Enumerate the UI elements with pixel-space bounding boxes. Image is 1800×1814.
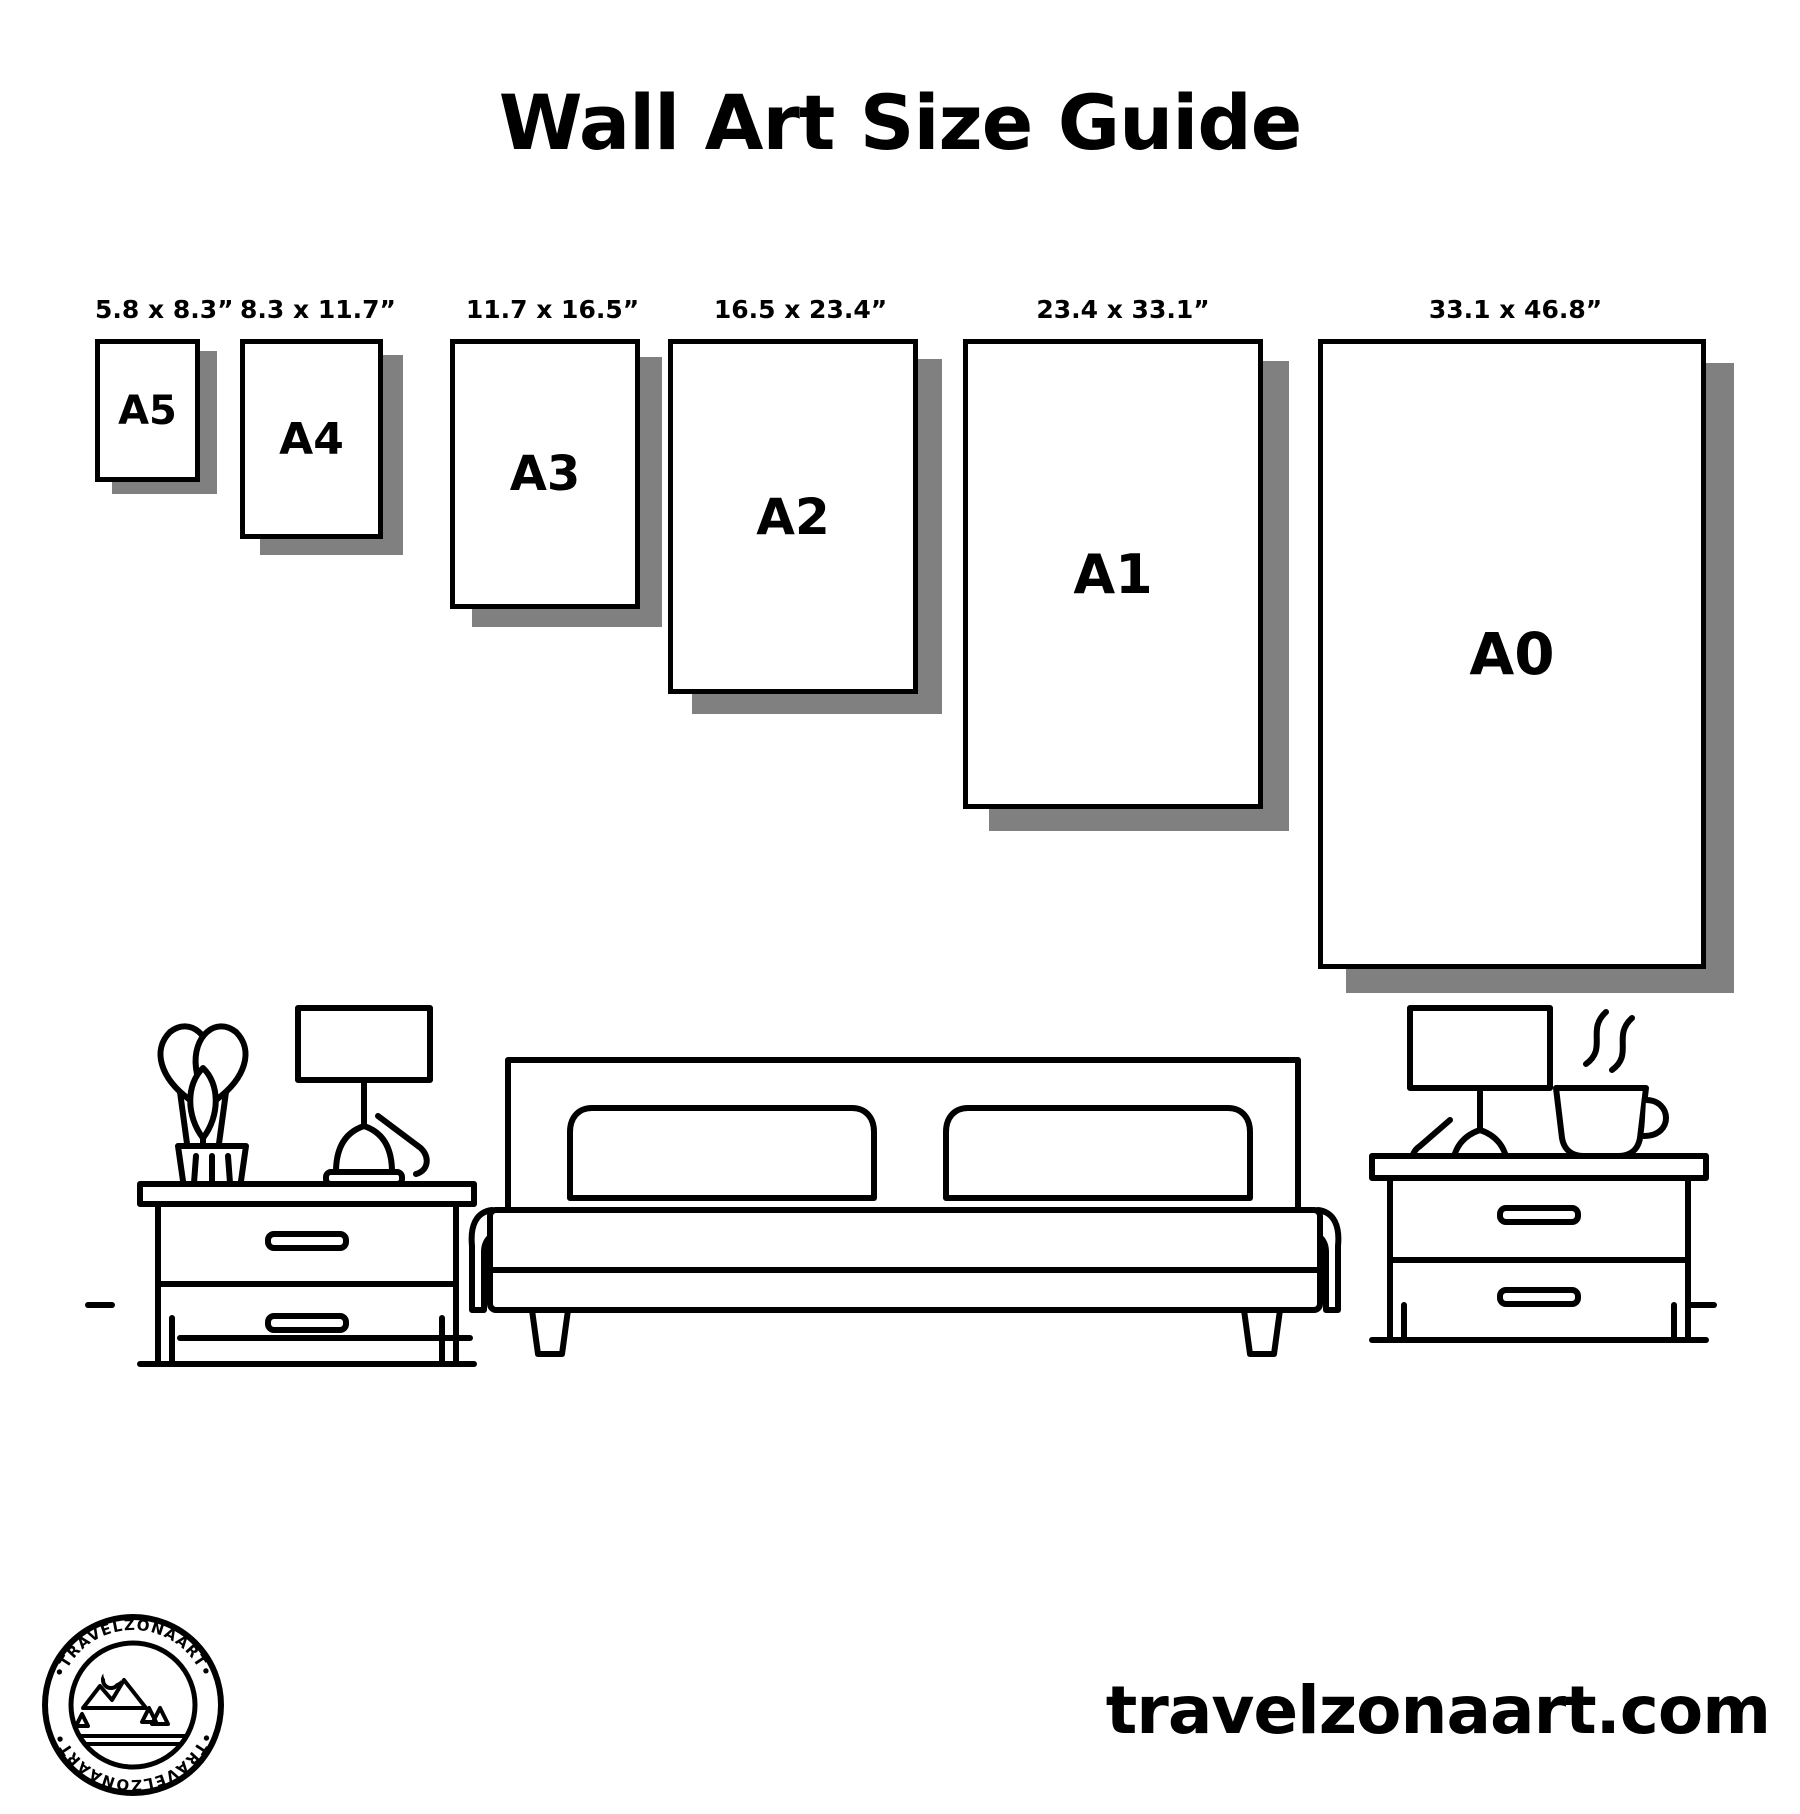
size-label-a1: A1: [1073, 542, 1153, 606]
bedroom-scene: [0, 960, 1800, 1380]
frame-box-a0[interactable]: [1318, 339, 1706, 969]
size-dimensions-a1: 23.4 x 33.1”: [1036, 295, 1210, 324]
logo-text-top: •TRAVELZONAART•: [49, 1615, 217, 1681]
right-nightstand-icon: [1372, 1156, 1706, 1340]
logo-mountain-lake-icon: [76, 1664, 188, 1744]
frame-box-a1[interactable]: [963, 339, 1263, 809]
brand-logo[interactable]: [28, 1600, 238, 1810]
page-title: Wall Art Size Guide: [498, 78, 1302, 167]
size-label-a2: A2: [756, 487, 830, 546]
coffee-cup-icon: [1556, 1012, 1666, 1156]
size-dimensions-a4: 8.3 x 11.7”: [240, 295, 396, 324]
logo-inner-ring: [71, 1643, 195, 1767]
site-url[interactable]: travelzonaart.com: [1105, 1672, 1770, 1749]
size-dimensions-a0: 33.1 x 46.8”: [1428, 295, 1603, 324]
frame-box-a4[interactable]: [240, 339, 383, 539]
frame-box-a3[interactable]: [450, 339, 640, 609]
size-dimensions-a3: 11.7 x 16.5”: [465, 295, 640, 324]
frame-box-a2[interactable]: [668, 339, 918, 694]
left-table-lamp-icon: [298, 1008, 430, 1184]
size-dimensions-a5: 5.8 x 8.3”: [95, 295, 234, 324]
size-label-a0: A0: [1469, 620, 1555, 688]
size-label-a5: A5: [118, 387, 177, 434]
logo-text-bottom: •TRAVELZONAART•: [49, 1729, 217, 1795]
frame-box-a5[interactable]: [95, 339, 200, 482]
size-dimensions-a2: 16.5 x 23.4”: [713, 295, 888, 324]
size-label-a4: A4: [279, 413, 344, 465]
size-label-a3: A3: [509, 446, 581, 502]
